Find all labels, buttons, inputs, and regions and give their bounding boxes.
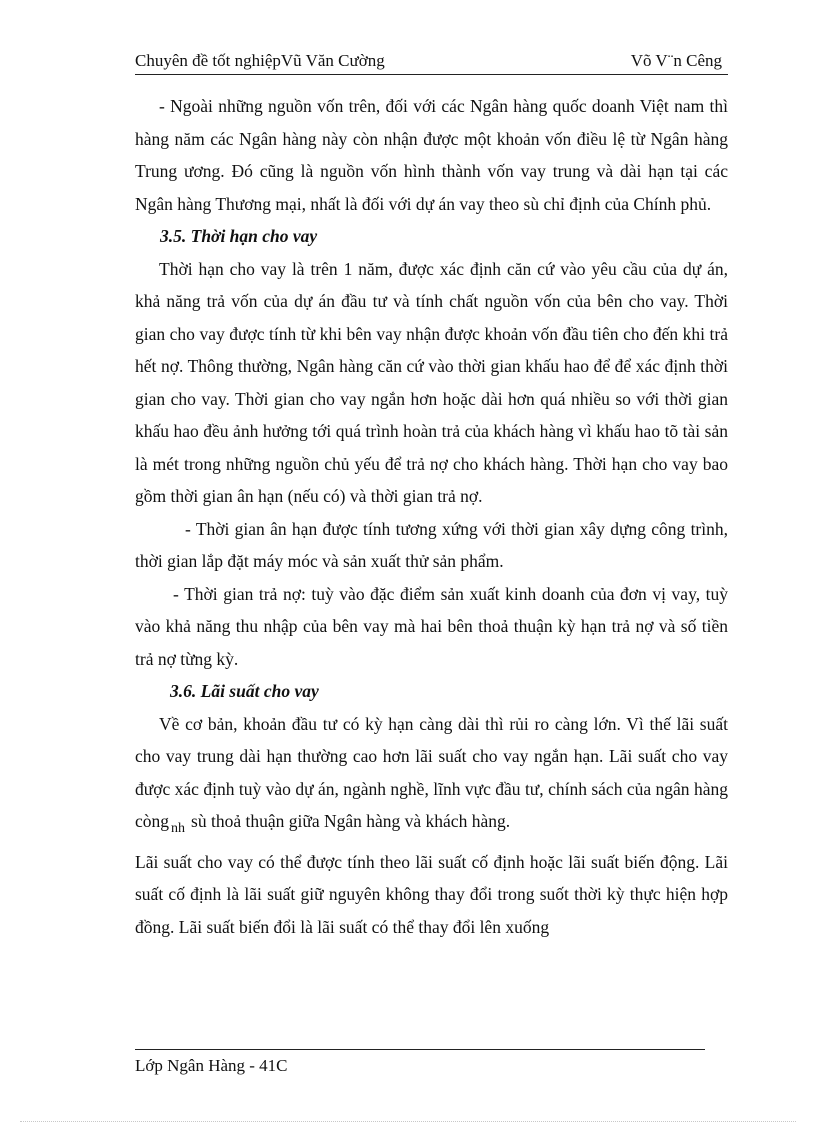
document-body — [135, 90, 728, 943]
paragraph-interest-basics — [135, 708, 728, 846]
paragraph-grace-period: - Thời gian ân hạn được tính tương xứng với thời gian xây dựng công trình, thời gian lắp đặt máy móc và sản xuất thử sản phẩm. — [135, 518, 728, 571]
page-footer: Lớp Ngân Hàng - 41C — [135, 1056, 288, 1075]
page-edge-dotted-line — [20, 1121, 796, 1122]
paragraph-interest-basics-part1: Về cơ bản, khoản đầu tư có kỳ hạn càng dài thì rủi ro càng lớn. Vì thế lãi suất cho vay trung dài hạn thường cao hơn lãi suất cho vay ngắn hạn. Lãi suất cho vay được xác định tuỳ vào dự án, ngành nghề, lĩnh vực đầu tư, chính sách của ngân hàng còng — [135, 713, 728, 831]
paragraph-loan-term: Thời hạn cho vay là trên 1 năm, được xác định căn cứ vào yêu cầu của dự án, khả năng trả vốn của dự án đầu tư và tính chất nguồn vốn của bên cho vay. Thời gian cho vay được tính từ khi bên vay nhận được khoản vốn đầu tiên cho đến khi trả hết nợ. Thông thường, Ngân hàng căn cứ vào thời gian khấu hao để để xác định thời gian cho vay. Thời gian cho vay ngắn hơn hoặc dài hơn quá nhiều so với thời gian khấu hao đều ảnh hưởng tới quá trình hoàn trả của khách hàng vì khấu hao tõ tài sản là mét trong những nguồn chủ yếu để trả nợ cho khách hàng. Thời hạn cho vay bao gồm thời gian ân hạn (nếu có) và thời gian trả nợ. — [135, 258, 728, 506]
section-heading-interest-rate: 3.6. Lãi suất cho vay — [170, 681, 319, 701]
paragraph-capital-sources: - Ngoài những nguồn vốn trên, đối với các Ngân hàng quốc doanh Việt nam thì hàng năm các Ngân hàng này còn nhận được một khoản vốn điều lệ từ Ngân hàng Trung ương. Đó cũng là nguồn vốn hình thành vốn vay trung và dài hạn tại các Ngân hàng Thương mại, nhất là đối với dự án vay theo sù chỉ định của Chính phủ. — [135, 96, 728, 214]
stray-fragment: nh — [171, 821, 186, 836]
header-left-text: Chuyên đề tốt nghiệpVũ Văn Cường — [135, 51, 385, 70]
paragraph-repayment-period: - Thời gian trả nợ: tuỳ vào đặc điểm sản xuất kinh doanh của đơn vị vay, tuỳ vào khả năng thu nhập của bên vay mà hai bên thoả thuận kỳ hạn trả nợ và số tiền trả nợ từng kỳ. — [135, 583, 728, 669]
paragraph-interest-basics-part2: sù thoả thuận giữa Ngân hàng và khách hàng. — [191, 811, 511, 831]
page-header — [135, 48, 728, 75]
section-heading-loan-term: 3.5. Thời hạn cho vay — [160, 226, 318, 246]
header-right-text: Võ V¨n Cêng — [630, 51, 722, 70]
footer-rule — [135, 1049, 705, 1050]
paragraph-interest-types: Lãi suất cho vay có thể được tính theo lãi suất cố định hoặc lãi suất biến động. Lãi suất cố định là lãi suất giữ nguyên không thay đổi trong suốt thời kỳ thực hiện hợp đồng. Lãi suất biến đổi là lãi suất có thể thay đổi lên xuống — [135, 851, 728, 937]
